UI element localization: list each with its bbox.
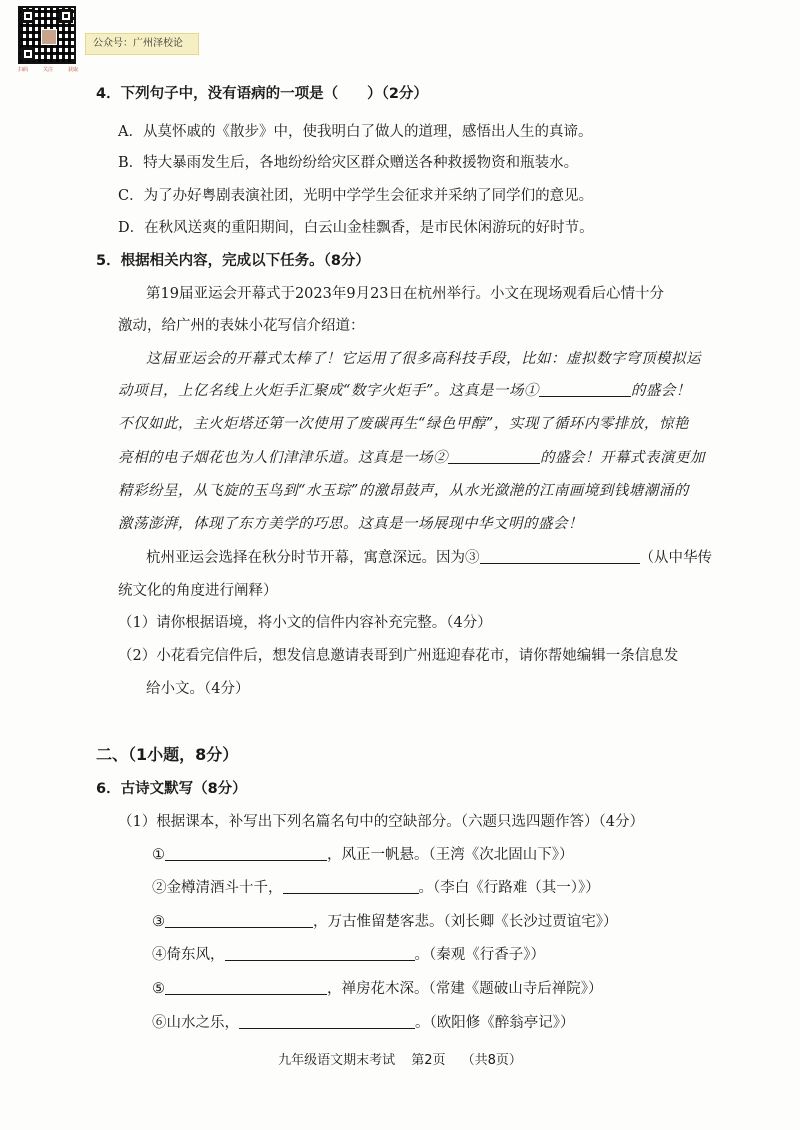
answer-blank-3[interactable] (480, 549, 640, 564)
page-footer (0, 1049, 800, 1068)
q5-title: 5．根据相关内容，完成以下任务。（8分） (96, 253, 370, 269)
q5-intro-line-2: 激动，给广州的表妹小花写信介绍道： (118, 318, 365, 334)
answer-blank-2[interactable] (448, 449, 540, 464)
poem-blank-6[interactable] (239, 1014, 415, 1029)
q5-line-7 (146, 546, 712, 567)
poem-item-6-before: 山水之乐， (166, 1015, 239, 1031)
qr-caption (18, 66, 78, 73)
letter-line-3: 不仅如此，主火炬塔还第一次使用了废碳再生“绿色甲醇”，实现了循环内零排放，惊艳 (118, 416, 689, 432)
letter-line-2-tail: 的盛会！ (630, 383, 691, 399)
q6-title: 6．古诗文默写（8分） (96, 781, 247, 797)
poem-item-5-after: ，禅房花木深。（常建《题破山寺后禅院》） (327, 981, 603, 997)
poem-blank-4[interactable] (225, 946, 415, 961)
poem-item-5 (152, 977, 603, 998)
poem-item-2 (152, 876, 600, 897)
qr-code-icon (18, 6, 76, 64)
letter-line-6: 激荡澎湃，体现了东方美学的巧思。这真是一场展现中华文明的盛会！ (118, 516, 583, 532)
section-2-title: 二、（1小题，8分） (96, 745, 239, 764)
poem-item-4-after: 。（秦观《行香子》） (414, 947, 545, 963)
footer-exam-name: 九年级语文期末考试 (278, 1053, 396, 1068)
q5-task-2-line-1: （2）小花看完信件后，想发信息邀请表哥到广州逛迎春花市，请你帮她编辑一条信息发 (118, 648, 679, 664)
poem-item-3-after: ，万古惟留楚客悲。（刘长卿《长沙过贾谊宅》） (313, 914, 618, 930)
poem-item-6 (152, 1011, 575, 1032)
poem-item-4 (152, 943, 545, 964)
q4-title: 4．下列句子中，没有语病的一项是（ ）（2分） (96, 86, 428, 102)
q4-option-a: A．从莫怀戚的《散步》中，使我明白了做人的道理，感悟出人生的真谛。 (118, 124, 593, 140)
qr-caption-3: 获取 (67, 67, 78, 73)
letter-line-4 (118, 446, 705, 467)
q5-line-8: 统文化的角度进行阐释） (118, 583, 278, 599)
poem-blank-2[interactable] (283, 879, 419, 894)
poem-item-5-num: ⑤ (152, 981, 165, 997)
poem-item-4-before: 倚东风， (166, 947, 225, 963)
letter-line-4-text: 亮相的电子烟花也为人们津津乐道。这真是一场② (118, 450, 448, 466)
poem-item-6-num: ⑥ (152, 1015, 167, 1031)
poem-item-3-num: ③ (152, 914, 165, 930)
letter-line-5: 精彩纷呈，从飞旋的玉鸟到“水玉琮”的激昂鼓声，从水光潋滟的江南画境到钱塘潮涌的 (118, 483, 689, 499)
q5-intro-line-1: 第19届亚运会开幕式于2023年9月23日在杭州举行。小文在现场观看后心情十分 (146, 286, 665, 302)
q5-task-1: （1）请你根据语境，将小文的信件内容补充完整。（4分） (118, 615, 492, 631)
q4-option-c: C．为了办好粤剧表演社团，光明中学学生会征求并采纳了同学们的意见。 (118, 188, 594, 204)
letter-line-4-tail: 的盛会！开幕式表演更加 (540, 450, 705, 466)
poem-item-1-num: ① (152, 847, 165, 863)
poem-blank-3[interactable] (165, 913, 313, 928)
poem-blank-5[interactable] (165, 980, 327, 995)
poem-item-2-before: 金樽清酒斗十千， (166, 880, 283, 896)
poem-item-1 (152, 843, 574, 864)
qr-caption-2: 关注 (42, 67, 53, 73)
poem-item-2-num: ② (152, 880, 167, 896)
poem-item-6-after: 。（欧阳修《醉翁亭记》） (415, 1015, 575, 1031)
poem-item-2-after: 。（李白《行路难（其一）》） (418, 880, 600, 896)
letter-line-2 (118, 379, 691, 400)
poem-item-1-after: ，风正一帆悬。（王湾《次北固山下》） (327, 847, 574, 863)
footer-page-number: 第2页 (411, 1053, 446, 1068)
q6-instruction: （1）根据课本，补写出下列名篇名句中的空缺部分。（六题只选四题作答）（4分） (118, 814, 644, 830)
wechat-label: 公众号：广州泽校论 (85, 33, 199, 55)
poem-item-3 (152, 910, 618, 931)
answer-blank-1[interactable] (539, 382, 631, 397)
poem-item-4-num: ④ (152, 947, 167, 963)
q4-option-d: D．在秋风送爽的重阳期间，白云山金桂飘香，是市民休闲游玩的好时节。 (118, 220, 594, 236)
footer-total-pages: （共8页） (461, 1053, 522, 1068)
q5-line-7-tail: （从中华传 (639, 550, 712, 566)
qr-caption-1: 扫码 (18, 67, 29, 73)
poem-blank-1[interactable] (165, 846, 327, 861)
q5-task-2-line-2: 给小文。（4分） (146, 681, 250, 697)
letter-line-2-text: 动项目，上亿名线上火炬手汇聚成“数字火炬手”。这真是一场① (118, 383, 539, 399)
q4-option-b: B．特大暴雨发生后，各地纷纷给灾区群众赠送各种救援物资和瓶装水。 (118, 155, 579, 171)
q5-line-7-text: 杭州亚运会选择在秋分时节开幕，寓意深远。因为③ (146, 550, 480, 566)
letter-line-1: 这届亚运会的开幕式太棒了！它运用了很多高科技手段，比如：虚拟数字穹顶模拟运 (146, 351, 701, 367)
